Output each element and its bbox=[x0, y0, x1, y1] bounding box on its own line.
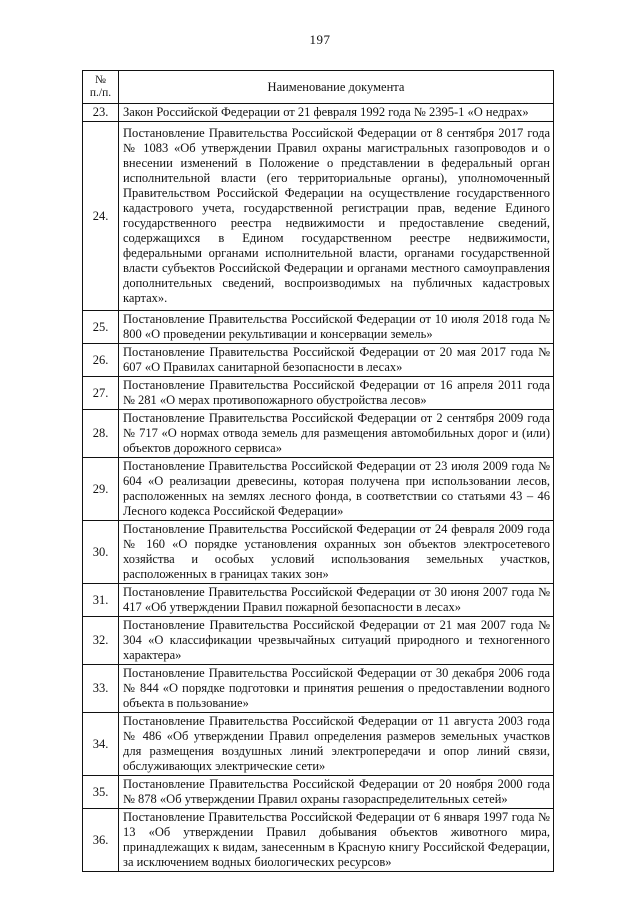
row-document: Постановление Правительства Российской Федерации от 8 сентября 2017 года № 1083 «Об утверждении Правил охраны магистральных газопроводов и о внесении изменений в Положение о представлении в федеральный орган исполнительной власти (его территориальные органы), уполномоченный Правительством Российской Федерации на осуществление государственного кадастрового учета, государственной регистрации прав, ведение Единого государственного реестра недвижимости и предоставление сведений, содержащихся в Едином государственном реестре недвижимости, федеральными органами исполнительной власти, органами государственной власти субъектов Российской Федерации и органами местного самоуправления дополнительных сведений, воспроизводимых на публичных кадастровых картах». bbox=[119, 122, 554, 311]
table-row bbox=[83, 122, 554, 311]
row-number: 27. bbox=[83, 377, 119, 410]
row-document: Постановление Правительства Российской Федерации от 16 апреля 2011 года № 281 «О мерах противопожарного обустройства лесов» bbox=[119, 377, 554, 410]
table-row bbox=[83, 809, 554, 872]
table-row bbox=[83, 617, 554, 665]
row-number: 26. bbox=[83, 344, 119, 377]
table-row bbox=[83, 458, 554, 521]
row-document: Постановление Правительства Российской Федерации от 30 июня 2007 года № 417 «Об утверждении Правил пожарной безопасности в лесах» bbox=[119, 584, 554, 617]
header-document-name bbox=[119, 71, 554, 104]
table-row bbox=[83, 377, 554, 410]
row-document: Постановление Правительства Российской Федерации от 11 августа 2003 года № 486 «Об утверждении Правил определения размеров земельных участков для размещения воздушных линий электропередачи и опор линий связи, обслуживающих электрические сети» bbox=[119, 713, 554, 776]
table-row bbox=[83, 665, 554, 713]
row-number: 25. bbox=[83, 311, 119, 344]
page-number: 197 bbox=[309, 32, 331, 47]
header-number bbox=[83, 71, 119, 104]
documents-table-container bbox=[82, 70, 553, 872]
table-row bbox=[83, 521, 554, 584]
table-header-row bbox=[83, 71, 554, 104]
table-row bbox=[83, 344, 554, 377]
table-row bbox=[83, 713, 554, 776]
table-row bbox=[83, 584, 554, 617]
row-document: Закон Российской Федерации от 21 февраля 1992 года № 2395-1 «О недрах» bbox=[119, 104, 554, 122]
row-number: 24. bbox=[83, 122, 119, 311]
header-document-label: Наименование документа bbox=[267, 79, 405, 94]
row-number: 36. bbox=[83, 809, 119, 872]
row-document: Постановление Правительства Российской Федерации от 20 ноября 2000 года № 878 «Об утверждении Правил охраны газораспределительных сетей» bbox=[119, 776, 554, 809]
row-document: Постановление Правительства Российской Федерации от 24 февраля 2009 года № 160 «О порядке установления охранных зон объектов электросетевого хозяйства и особых условий использования земельных участков, расположенных в границах таких зон» bbox=[119, 521, 554, 584]
row-number: 28. bbox=[83, 410, 119, 458]
row-number: 29. bbox=[83, 458, 119, 521]
row-document: Постановление Правительства Российской Федерации от 23 июля 2009 года № 604 «О реализации древесины, которая получена при использовании лесов, расположенных на землях лесного фонда, в соответствии со статьями 43 – 46 Лесного кодекса Российской Федерации» bbox=[119, 458, 554, 521]
documents-table bbox=[82, 70, 554, 872]
header-number-label: № п./п. bbox=[89, 74, 112, 99]
row-number: 33. bbox=[83, 665, 119, 713]
row-document: Постановление Правительства Российской Федерации от 10 июля 2018 года № 800 «О проведении рекультивации и консервации земель» bbox=[119, 311, 554, 344]
row-document: Постановление Правительства Российской Федерации от 21 мая 2007 года № 304 «О классификации чрезвычайных ситуаций природного и техногенного характера» bbox=[119, 617, 554, 665]
row-number: 30. bbox=[83, 521, 119, 584]
row-document: Постановление Правительства Российской Федерации от 6 января 1997 года № 13 «Об утверждении Правил добывания объектов животного мира, принадлежащих к видам, занесенным в Красную книгу Российской Федерации, за исключением водных биологических ресурсов» bbox=[119, 809, 554, 872]
row-number: 31. bbox=[83, 584, 119, 617]
row-number: 32. bbox=[83, 617, 119, 665]
table-row bbox=[83, 776, 554, 809]
row-document: Постановление Правительства Российской Федерации от 20 мая 2017 года № 607 «О Правилах санитарной безопасности в лесах» bbox=[119, 344, 554, 377]
row-number: 23. bbox=[83, 104, 119, 122]
table-row bbox=[83, 410, 554, 458]
table-row bbox=[83, 104, 554, 122]
table-row bbox=[83, 311, 554, 344]
row-number: 34. bbox=[83, 713, 119, 776]
row-number: 35. bbox=[83, 776, 119, 809]
row-document: Постановление Правительства Российской Федерации от 2 сентября 2009 года № 717 «О нормах отвода земель для размещения автомобильных дорог и (или) объектов дорожного сервиса» bbox=[119, 410, 554, 458]
row-document: Постановление Правительства Российской Федерации от 30 декабря 2006 года № 844 «О порядке подготовки и принятия решения о предоставлении водного объекта в пользование» bbox=[119, 665, 554, 713]
